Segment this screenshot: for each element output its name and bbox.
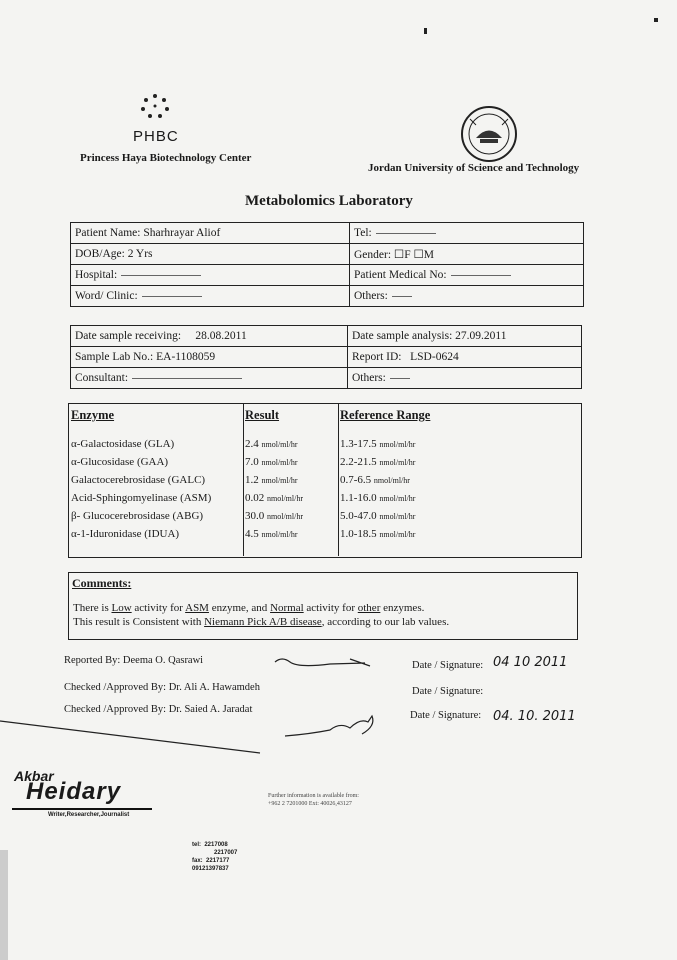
comments-box (68, 572, 578, 640)
date-handwritten-1: 04 10 2011 (493, 655, 568, 670)
result-unit: nmol/ml/hr (261, 530, 298, 539)
patient-name-label: Patient Name: (75, 227, 141, 239)
dob-value: 2 Yrs (127, 248, 153, 260)
date-signature-1 (412, 660, 483, 671)
enzyme-result (242, 507, 337, 525)
ref-unit: nmol/ml/hr (379, 530, 416, 539)
medical-no-cell (350, 265, 584, 286)
report-value: LSD-0624 (410, 351, 459, 363)
enzyme-name: α-Galactosidase (GLA) (71, 438, 175, 450)
date-signature-2 (412, 686, 483, 697)
ref-value: 0.7-6.5 (340, 474, 372, 486)
tel-label: Tel: (354, 227, 372, 239)
enzyme-reference (337, 525, 433, 543)
comment-text: activity for (131, 602, 186, 614)
medical-no-label: Patient Medical No: (354, 269, 447, 281)
checked1-label: Checked /Approved By: (64, 682, 167, 693)
patient-name-cell (71, 223, 350, 244)
enzyme-result (242, 525, 337, 543)
dob-cell (71, 244, 350, 265)
stamp-fax-label: fax: (192, 858, 203, 864)
checked1-name: Dr. Ali A. Hawamdeh (168, 682, 260, 693)
phbc-abbrev: PHBC (133, 128, 179, 145)
comment-other: other (357, 602, 381, 614)
lab-no-cell (71, 347, 348, 368)
date-sig-label: Date / Signature: (412, 660, 484, 671)
report-cell (348, 347, 582, 368)
reported-name: Deema O. Qasrawi (122, 655, 204, 666)
sample-others-label: Others: (352, 372, 386, 384)
header-result: Result (245, 408, 280, 422)
enzyme-name: α-Glucosidase (GAA) (71, 456, 169, 468)
result-unit: nmol/ml/hr (261, 476, 298, 485)
ref-unit: nmol/ml/hr (379, 494, 416, 503)
comment-asm: ASM (185, 602, 209, 614)
scan-mark (654, 18, 658, 22)
stamp-contacts (192, 841, 237, 873)
checked2-label: Checked /Approved By: (64, 704, 167, 715)
reported-by-line (64, 655, 203, 666)
comments-text (73, 601, 449, 629)
ref-value: 1.0-18.5 (340, 528, 377, 540)
patient-info-table (70, 222, 584, 307)
comment-text: enzyme, and (208, 602, 271, 614)
tel-cell (350, 223, 584, 244)
reported-label: Reported By: (64, 655, 121, 666)
footer-note-line1: Further information is available from: (268, 793, 359, 799)
scan-edge-line (0, 715, 677, 765)
header-reference-range: Reference Range (340, 408, 431, 422)
checked-by-line-2 (64, 704, 252, 715)
enzyme-table (68, 403, 433, 543)
patient-name-value: Sharhrayar Aliof (143, 227, 221, 239)
stamp-tel-1: 2217008 (204, 842, 228, 848)
ref-value: 5.0-47.0 (340, 510, 377, 522)
gender-label: Gender: ☐F ☐M (354, 249, 435, 261)
comment-normal: Normal (270, 602, 304, 614)
enzyme-reference (337, 507, 433, 525)
enzyme-result (242, 489, 337, 507)
result-unit: nmol/ml/hr (261, 440, 298, 449)
consultant-label: Consultant: (75, 372, 129, 384)
result-unit: nmol/ml/hr (267, 494, 303, 503)
analysis-label: Date sample analysis: (352, 330, 453, 342)
table-row (68, 435, 433, 453)
receiving-value: 28.08.2011 (195, 330, 247, 342)
enzyme-result (242, 453, 337, 471)
result-value: 4.5 (245, 528, 259, 540)
checked-by-line-1 (64, 682, 260, 693)
stamp-fax: 2217177 (206, 858, 230, 864)
table-row (68, 489, 433, 507)
receiving-cell (71, 326, 348, 347)
page-title: Metabolomics Laboratory (245, 193, 413, 209)
enzyme-result (242, 471, 337, 489)
gender-cell (350, 244, 584, 265)
just-name: Jordan University of Science and Technology (368, 162, 580, 174)
stamp-tel-label: tel: (192, 842, 201, 848)
sample-others-cell (348, 368, 582, 389)
hospital-blank (121, 275, 201, 276)
tel-blank (376, 233, 436, 234)
others-label: Others: (354, 290, 388, 302)
phbc-name: Princess Haya Biotechnology Center (80, 152, 252, 164)
comment-text: , according to our lab values. (321, 616, 450, 628)
consultant-blank (132, 378, 242, 379)
result-unit: nmol/ml/hr (267, 512, 303, 521)
phbc-logo (138, 92, 172, 126)
just-seal (458, 105, 520, 163)
ward-cell (71, 286, 350, 307)
table-row (68, 525, 433, 543)
ref-value: 1.3-17.5 (340, 438, 377, 450)
hospital-label: Hospital: (75, 269, 118, 281)
enzyme-name: β- Glucocerebrosidase (ABG) (71, 510, 204, 522)
result-value: 30.0 (245, 510, 265, 522)
analysis-value: 27.09.2011 (455, 330, 507, 342)
ref-unit: nmol/ml/hr (379, 458, 416, 467)
date-sig-label: Date / Signature: (410, 710, 482, 721)
ref-unit: nmol/ml/hr (379, 512, 416, 521)
table-row (68, 507, 433, 525)
enzyme-reference (337, 435, 433, 453)
analysis-cell (348, 326, 582, 347)
ref-unit: nmol/ml/hr (379, 440, 416, 449)
dob-label: DOB/Age: (75, 248, 125, 260)
ref-value: 1.1-16.0 (340, 492, 377, 504)
date-handwritten-3: 04. 10. 2011 (493, 709, 576, 724)
ward-label: Word/ Clinic: (75, 290, 138, 302)
checked2-name: Dr. Saied A. Jaradat (168, 704, 253, 715)
others-blank (392, 296, 412, 297)
others-cell (350, 286, 584, 307)
comment-text: activity for (303, 602, 358, 614)
enzyme-reference (337, 453, 433, 471)
medical-no-blank (451, 275, 511, 276)
footer-note (268, 792, 359, 808)
stamp-mobile: 09121397837 (192, 866, 229, 872)
enzyme-name: Acid-Sphingomyelinase (ASM) (71, 492, 212, 504)
report-label: Report ID: (352, 351, 402, 363)
result-value: 2.4 (245, 438, 259, 450)
sample-info-table (70, 325, 582, 389)
stamp-subtitle: Writer,Researcher,Journalist (48, 812, 130, 818)
sample-others-blank (390, 378, 410, 379)
enzyme-reference (337, 489, 433, 507)
scan-edge (0, 850, 8, 960)
header-enzyme: Enzyme (71, 408, 115, 422)
enzyme-result (242, 435, 337, 453)
date-sig-label: Date / Signature: (412, 686, 484, 697)
result-value: 7.0 (245, 456, 259, 468)
ward-blank (142, 296, 202, 297)
stamp-rule (12, 808, 152, 810)
receiving-label: Date sample receiving: (75, 330, 182, 342)
result-unit: nmol/ml/hr (261, 458, 298, 467)
comment-text: There is (73, 602, 112, 614)
table-row (68, 471, 433, 489)
heidary-stamp (12, 768, 252, 878)
enzyme-name: α-1-Iduronidase (IDUA) (71, 528, 180, 540)
comment-text: This result is Consistent with (73, 616, 205, 628)
comment-text: enzymes. (380, 602, 425, 614)
lab-no-label: Sample Lab No.: (75, 351, 154, 363)
stamp-name-top: Akbar (14, 768, 54, 784)
signature-1 (270, 654, 380, 670)
enzyme-reference (337, 471, 433, 489)
lab-no-value: EA-1108059 (156, 351, 216, 363)
footer-note-line2: +962 2 7201000 Ext: 40026,43127 (268, 801, 352, 807)
result-value: 1.2 (245, 474, 259, 486)
ref-value: 2.2-21.5 (340, 456, 377, 468)
comment-low: Low (111, 602, 132, 614)
hospital-cell (71, 265, 350, 286)
consultant-cell (71, 368, 348, 389)
comment-disease: Niemann Pick A/B disease (204, 616, 322, 628)
result-value: 0.02 (245, 492, 265, 504)
stamp-tel-2: 2217007 (214, 850, 238, 856)
ref-unit: nmol/ml/hr (373, 476, 410, 485)
enzyme-name: Galactocerebrosidase (GALC) (71, 474, 206, 486)
stamp-name-main: Heidary (26, 778, 122, 805)
comments-title: Comments: (72, 576, 132, 590)
scan-mark (424, 28, 427, 34)
table-row (68, 453, 433, 471)
